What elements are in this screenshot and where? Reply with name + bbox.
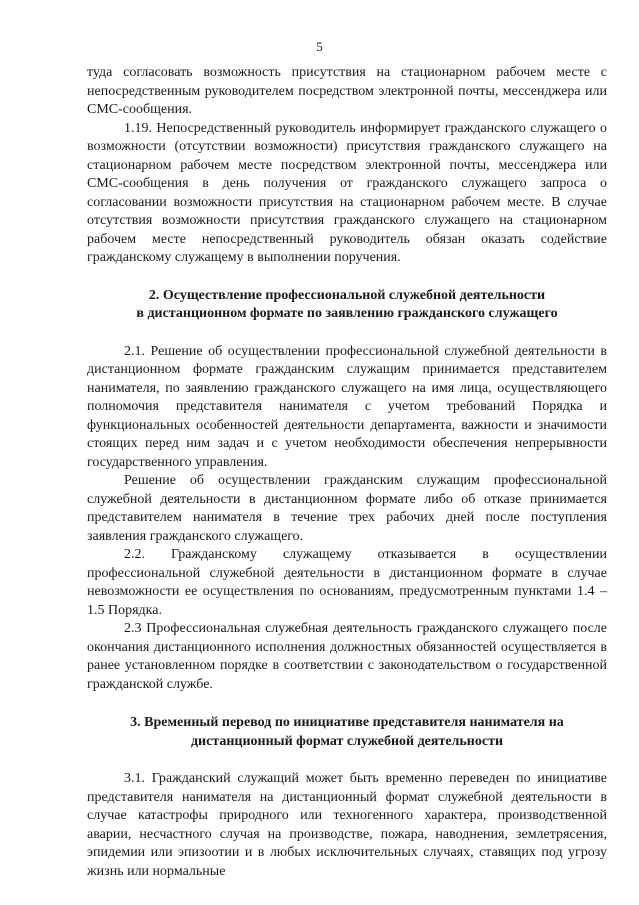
section-2-heading-line-1: 2. Осуществление профессиональной служебной деятельности (148, 287, 546, 303)
section-3-heading-line-1: 3. Временный перевод по инициативе представителя нанимателя на (130, 715, 564, 730)
paragraph-3-1: 3.1. Гражданский служащий может быть временно переведен по инициативе представителя нанимателя на дистанционный формат служебной деятельности в случае катастрофы природного или техногенного характера, производственной аварии, несчастного случая на производстве, пожара, наводнения, землетрясения, эпидемии или эпизоотии и в любых исключительных случаях, ставящих под угрозу жизнь или нормальные (87, 771, 607, 879)
section-2-heading-line-2: в дистанционном формате по заявлению гражданского служащего (136, 306, 558, 321)
paragraph-1-19: 1.19. Непосредственный руководитель информирует гражданского служащего о возможности (отсутствии возможности) присутствия гражданского служащего на стационарном рабочем месте посредством электронной почты, мессенджера или СМС-сообщения в день получения от гражданского служащего запроса о согласовании возможности присутствия на стационарном рабочем месте. В случае отсутствия возможности присутствия гражданского служащего на стационарном рабочем месте непосредственный руководитель обязан оказать содействие гражданскому служащему в выполнении поручения. (87, 120, 607, 265)
document-body (87, 64, 607, 881)
paragraph-2-3: 2.3 Профессиональная служебная деятельность гражданского служащего после окончания дистанционного исполнения должностных обязанностей осуществляется в ранее установленном порядке в соответствии с законодательством о государственной гражданской службе. (87, 621, 607, 692)
paragraph-2-1: 2.1. Решение об осуществлении профессиональной служебной деятельности в дистанционном формате гражданским служащим принимается представителем нанимателя, по заявлению гражданского служащего на имя лица, осуществляющего полномочия представителя нанимателя с учетом требований Порядка и функциональных особенностей деятельности департамента, важности и значимости стоящих перед ним задач и с учетом необходимости обеспечения непрерывности государственного управления. (87, 343, 607, 470)
paragraph-2-1-decision: Решение об осуществлении гражданским служащим профессиональной служебной деятельности в дистанционном формате либо об отказе принимается представителем нанимателя в течение трех рабочих дней после поступления заявления гражданского служащего. (87, 473, 607, 544)
section-3-heading-line-2: дистанционный формат служебной деятельности (190, 733, 504, 749)
section-2-heading (87, 287, 607, 324)
paragraph-continuation: туда согласовать возможность присутствия на стационарном рабочем месте с непосредственным руководителем посредством электронной почты, мессенджера или СМС-сообщения. (87, 65, 607, 117)
paragraph-2-2: 2.2. Гражданскому служащему отказывается в осуществлении профессиональной служебной деятельности в дистанционном формате в случае невозможности ее осуществления по основаниям, предусмотренным пунктами 1.4 – 1.5 Порядка. (87, 547, 607, 618)
section-3-heading (87, 714, 607, 751)
page-number: 5 (316, 39, 323, 54)
